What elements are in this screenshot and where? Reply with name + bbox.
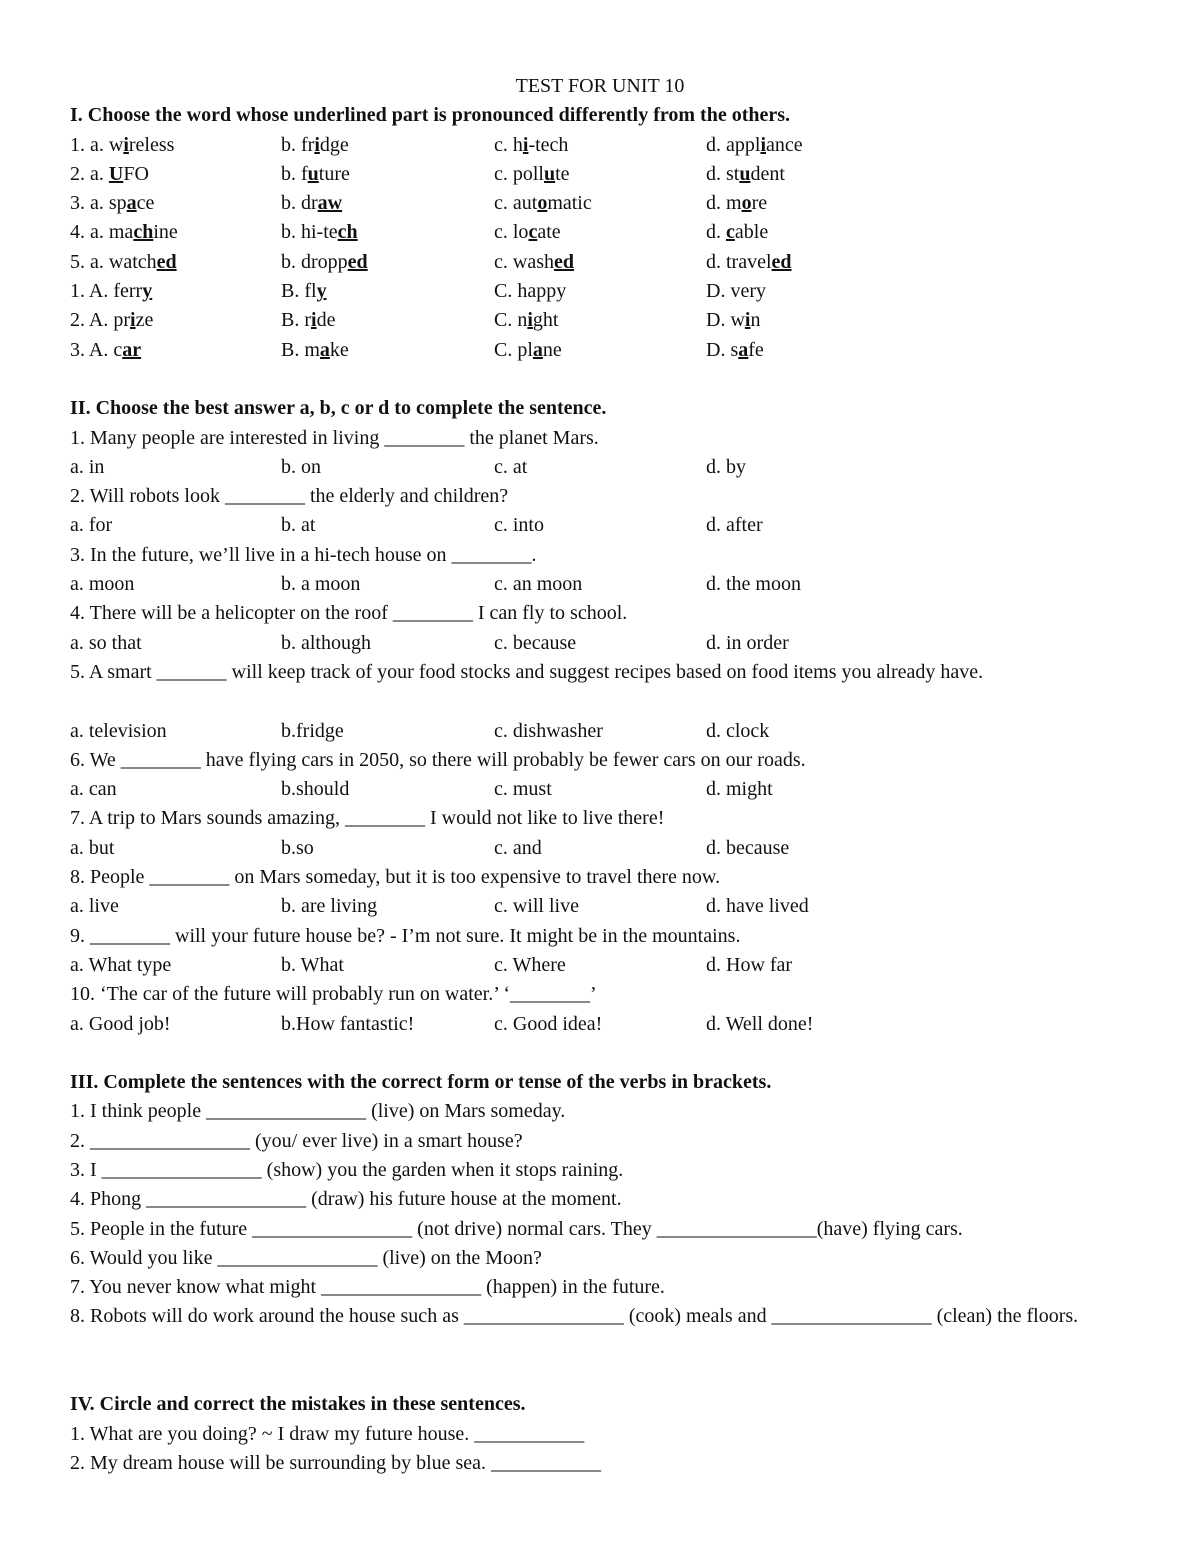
pronunciation-option	[706, 336, 764, 365]
option-text: C. happy	[494, 280, 567, 303]
underlined-sound: ed	[771, 250, 792, 273]
pronunciation-option	[706, 277, 766, 306]
pronunciation-row	[70, 248, 1130, 277]
answer-option: d. by	[706, 455, 746, 478]
option-text: able	[734, 221, 769, 244]
underlined-sound: ed	[347, 250, 368, 273]
answer-option: d. because	[706, 836, 790, 859]
pronunciation-option	[706, 306, 760, 335]
option-text: d. appl	[706, 133, 761, 156]
section-1-rows	[70, 131, 1130, 365]
underlined-sound: U	[108, 162, 124, 185]
answer-option: a. moon	[70, 573, 135, 596]
option-text: b. f	[281, 162, 308, 185]
underlined-sound: a	[319, 338, 330, 361]
answer-option: c. because	[494, 631, 577, 654]
option-text: B. m	[281, 338, 320, 361]
underlined-sound: i	[314, 133, 320, 156]
pronunciation-option	[70, 336, 141, 365]
pronunciation-option	[281, 306, 335, 335]
underlined-sound: i	[311, 309, 317, 332]
underlined-sound: i	[744, 309, 751, 332]
option-text: 2. a.	[70, 162, 109, 185]
underlined-sound: y	[142, 280, 153, 303]
underlined-sound: i	[123, 133, 129, 156]
verb-exercise-item: 7. You never know what might ________________ (happen) in the future.	[70, 1276, 665, 1299]
underlined-sound: c	[726, 221, 735, 244]
answer-option: d. Well done!	[706, 1012, 814, 1035]
answer-option: b. are living	[281, 895, 378, 918]
question-text: 4. There will be a helicopter on the roof ________ I can fly to school.	[70, 602, 628, 625]
option-text: D. very	[706, 280, 766, 303]
pronunciation-row	[70, 336, 1130, 365]
pronunciation-option	[494, 160, 570, 189]
option-text: ze	[135, 309, 154, 332]
pronunciation-option	[494, 277, 566, 306]
answer-option: a. in	[70, 455, 105, 478]
question-text: 9. ________ will your future house be? - I’m not sure. It might be in the mountains.	[70, 924, 741, 947]
answer-option: b.so	[281, 836, 314, 859]
underlined-sound: i	[527, 309, 533, 332]
option-text: b. hi-te	[281, 221, 338, 244]
pronunciation-option	[494, 189, 592, 218]
question-text: 8. People ________ on Mars someday, but it is too expensive to travel there now.	[70, 866, 721, 889]
pronunciation-option	[70, 189, 154, 218]
pronunciation-option	[494, 248, 574, 277]
section-3-heading: III. Complete the sentences with the correct form or tense of the verbs in brackets.	[70, 1071, 772, 1094]
answer-option: c. Good idea!	[494, 1012, 603, 1035]
answer-option: a. can	[70, 778, 117, 801]
answer-option: b. although	[281, 631, 371, 654]
option-text: b. dr	[281, 192, 318, 215]
answer-options-row	[70, 629, 1130, 658]
answer-options-row	[70, 951, 1130, 980]
pronunciation-option	[281, 131, 349, 160]
underlined-sound: ed	[156, 250, 177, 273]
pronunciation-option	[281, 218, 358, 247]
option-text: ke	[329, 338, 349, 361]
answer-option: c. and	[494, 836, 542, 859]
answer-option: b.should	[281, 778, 350, 801]
pronunciation-option	[70, 248, 177, 277]
section-4-items	[70, 1420, 1130, 1479]
option-text: 3. A. c	[70, 338, 123, 361]
option-text: c. aut	[494, 192, 538, 215]
underlined-sound: a	[532, 338, 543, 361]
answer-option: b. What	[281, 953, 344, 976]
verb-exercise-item: 1. I think people ________________ (live) on Mars someday.	[70, 1100, 566, 1123]
underlined-sound: i	[522, 133, 529, 156]
pronunciation-option	[70, 160, 149, 189]
answer-option: c. will live	[494, 895, 579, 918]
pronunciation-option	[70, 277, 152, 306]
option-text: d.	[706, 221, 726, 244]
option-text: te	[555, 162, 570, 185]
pronunciation-option	[494, 218, 561, 247]
option-text: ce	[136, 192, 155, 215]
section-4-heading: IV. Circle and correct the mistakes in these sentences.	[70, 1393, 526, 1416]
pronunciation-row	[70, 306, 1130, 335]
section-3-items	[70, 1097, 1130, 1361]
option-text: n	[750, 309, 761, 332]
section-2-questions	[70, 424, 1130, 1039]
verb-exercise-item: 5. People in the future ________________ (not drive) normal cars. They ________________(have) flying cars.	[70, 1217, 963, 1240]
option-text: c. poll	[494, 162, 544, 185]
pronunciation-option	[706, 160, 785, 189]
answer-option: b.How fantastic!	[281, 1012, 415, 1035]
option-text: 4. a. ma	[70, 221, 134, 244]
question-text: 10. ‘The car of the future will probably run on water.’ ‘________’	[70, 983, 597, 1006]
option-text: fe	[748, 338, 764, 361]
underlined-sound: a	[126, 192, 137, 215]
pronunciation-option	[706, 189, 767, 218]
answer-option: d. in order	[706, 631, 789, 654]
answer-option: c. dishwasher	[494, 719, 603, 742]
option-text: b. dropp	[281, 250, 348, 273]
answer-option: b. a moon	[281, 573, 361, 596]
answer-option: d. How far	[706, 953, 793, 976]
underlined-sound: y	[316, 280, 327, 303]
mistake-exercise-item: 2. My dream house will be surrounding by blue sea. ___________	[70, 1451, 602, 1474]
question-text: 7. A trip to Mars sounds amazing, ________ I would not like to live there!	[70, 807, 665, 830]
option-text: dent	[750, 162, 785, 185]
answer-option: c. an moon	[494, 573, 583, 596]
worksheet-page	[70, 72, 1130, 1478]
pronunciation-option	[706, 131, 803, 160]
question-text: 1. Many people are interested in living ________ the planet Mars.	[70, 426, 599, 449]
underlined-sound: u	[739, 162, 751, 185]
answer-option: a. for	[70, 514, 113, 537]
option-text: c. lo	[494, 221, 529, 244]
underlined-sound: c	[528, 221, 538, 244]
option-text: de	[316, 309, 336, 332]
option-text: c. wash	[494, 250, 554, 273]
answer-option: d. might	[706, 778, 773, 801]
underlined-sound: o	[741, 192, 752, 215]
option-text: ance	[766, 133, 803, 156]
answer-options-row	[70, 717, 1130, 746]
answer-option: c. Where	[494, 953, 566, 976]
option-text: B. fl	[281, 280, 317, 303]
pronunciation-row	[70, 131, 1130, 160]
option-text: ate	[537, 221, 561, 244]
answer-option: c. must	[494, 778, 552, 801]
underlined-sound: i	[760, 133, 766, 156]
underlined-sound: aw	[317, 192, 343, 215]
pronunciation-option	[281, 277, 327, 306]
answer-option: b.fridge	[281, 719, 344, 742]
answer-options-row	[70, 775, 1130, 804]
verb-exercise-item: 3. I ________________ (show) you the garden when it stops raining.	[70, 1158, 624, 1181]
question-text: 5. A smart _______ will keep track of your food stocks and suggest recipes based on food items you already have.	[70, 660, 984, 683]
mistake-exercise-item: 1. What are you doing? ~ I draw my future house. ___________	[70, 1422, 585, 1445]
answer-option: a. so that	[70, 631, 142, 654]
answer-options-row	[70, 570, 1130, 599]
answer-options-row	[70, 834, 1130, 863]
pronunciation-option	[281, 160, 350, 189]
option-text: 1. a. w	[70, 133, 124, 156]
option-text: ght	[532, 309, 559, 332]
option-text: 2. A. pr	[70, 309, 130, 332]
option-text: D. w	[706, 309, 745, 332]
option-text: matic	[547, 192, 592, 215]
answer-option: a. but	[70, 836, 115, 859]
option-text: d. st	[706, 162, 740, 185]
option-text: C. n	[494, 309, 528, 332]
pronunciation-row	[70, 189, 1130, 218]
pronunciation-option	[70, 131, 174, 160]
pronunciation-option	[281, 189, 342, 218]
underlined-sound: o	[537, 192, 548, 215]
answer-options-row	[70, 511, 1130, 540]
question-text: 2. Will robots look ________ the elderly and children?	[70, 485, 509, 508]
underlined-sound: ar	[122, 338, 142, 361]
underlined-sound: ed	[553, 250, 574, 273]
section-1-heading: I. Choose the word whose underlined part is pronounced differently from the others.	[70, 104, 791, 127]
option-text: 1. A. ferr	[70, 280, 143, 303]
option-text: 3. a. sp	[70, 192, 127, 215]
verb-exercise-item: 8. Robots will do work around the house such as ________________ (cook) meals and ________________ (clean) the floors.	[70, 1305, 1079, 1328]
underlined-sound: a	[738, 338, 749, 361]
option-text: B. r	[281, 309, 311, 332]
answer-option: d. have lived	[706, 895, 809, 918]
answer-option: a. What type	[70, 953, 172, 976]
option-text: -tech	[528, 133, 569, 156]
pronunciation-option	[281, 336, 349, 365]
underlined-sound: ch	[337, 221, 358, 244]
pronunciation-option	[494, 336, 562, 365]
option-text: re	[751, 192, 768, 215]
page-title: TEST FOR UNIT 10	[515, 75, 685, 97]
pronunciation-option	[706, 248, 792, 277]
option-text: d. travel	[706, 250, 772, 273]
answer-option: d. after	[706, 514, 763, 537]
option-text: C. pl	[494, 338, 533, 361]
answer-option: d. clock	[706, 719, 770, 742]
answer-option: b. on	[281, 455, 321, 478]
answer-option: a. Good job!	[70, 1012, 171, 1035]
underlined-sound: u	[307, 162, 319, 185]
underlined-sound: ch	[133, 221, 154, 244]
answer-option: b. at	[281, 514, 316, 537]
answer-option: a. television	[70, 719, 167, 742]
option-text: c. h	[494, 133, 523, 156]
option-text: ture	[318, 162, 350, 185]
answer-option: d. the moon	[706, 573, 801, 596]
option-text: d. m	[706, 192, 742, 215]
answer-options-row	[70, 1010, 1130, 1039]
pronunciation-row	[70, 218, 1130, 247]
pronunciation-row	[70, 277, 1130, 306]
answer-options-row	[70, 453, 1130, 482]
answer-option: a. live	[70, 895, 119, 918]
pronunciation-row	[70, 160, 1130, 189]
pronunciation-option	[281, 248, 368, 277]
answer-options-row	[70, 892, 1130, 921]
underlined-sound: u	[544, 162, 556, 185]
pronunciation-option	[494, 306, 558, 335]
verb-exercise-item: 4. Phong ________________ (draw) his future house at the moment.	[70, 1188, 622, 1211]
option-text: dge	[319, 133, 349, 156]
option-text: FO	[123, 162, 149, 185]
section-2-heading: II. Choose the best answer a, b, c or d to complete the sentence.	[70, 397, 607, 420]
verb-exercise-item: 6. Would you like ________________ (live) on the Moon?	[70, 1246, 542, 1269]
answer-option: c. into	[494, 514, 544, 537]
question-text: 6. We ________ have flying cars in 2050, so there will probably be fewer cars on our roads.	[70, 748, 806, 771]
pronunciation-option	[494, 131, 568, 160]
verb-exercise-item: 2. ________________ (you/ ever live) in a smart house?	[70, 1129, 523, 1152]
answer-option: c. at	[494, 455, 528, 478]
pronunciation-option	[70, 218, 178, 247]
option-text: D. s	[706, 338, 739, 361]
underlined-sound: i	[130, 309, 136, 332]
option-text: ne	[542, 338, 562, 361]
option-text: 5. a. watch	[70, 250, 157, 273]
question-text: 3. In the future, we’ll live in a hi-tech house on ________.	[70, 543, 537, 566]
option-text: ine	[153, 221, 178, 244]
option-text: b. fr	[281, 133, 315, 156]
pronunciation-option	[70, 306, 153, 335]
option-text: reless	[128, 133, 175, 156]
pronunciation-option	[706, 218, 768, 247]
